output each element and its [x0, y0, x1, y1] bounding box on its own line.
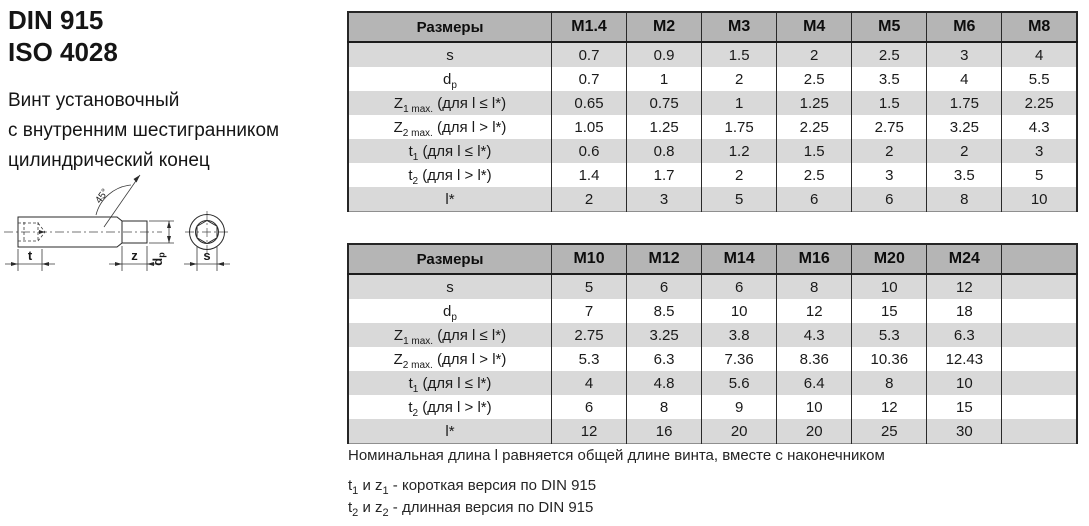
value-cell: 6 [777, 187, 852, 212]
value-cell: 1.25 [627, 115, 702, 139]
column-header-M10: M10 [552, 244, 627, 274]
column-header-M1.4: M1.4 [552, 12, 627, 42]
description-line: цилиндрический конец [8, 150, 210, 171]
value-cell: 1.7 [627, 163, 702, 187]
value-cell: 6.3 [927, 323, 1002, 347]
row-label: $Z_{2 max.}$ (для l > l*) [393, 350, 507, 371]
table-row [348, 91, 1077, 115]
value-cell: 4 [552, 371, 627, 395]
value-cell: 2.5 [852, 42, 927, 67]
t-dimension-label: t [27, 248, 33, 263]
spec-table-m10-m24 [347, 243, 1078, 444]
table-row [348, 42, 1077, 67]
value-cell: 1.75 [702, 115, 777, 139]
value-cell: 3.25 [927, 115, 1002, 139]
value-cell: 2 [927, 139, 1002, 163]
value-cell: 6.3 [627, 347, 702, 371]
iso-standard-title: ISO 4028 [8, 37, 118, 67]
value-cell: 8 [852, 371, 927, 395]
value-cell: 12 [552, 419, 627, 444]
table-row [348, 419, 1077, 444]
value-cell: 8 [777, 274, 852, 299]
value-cell: 1.4 [552, 163, 627, 187]
row-label: l* [445, 422, 455, 440]
value-cell: 10 [777, 395, 852, 419]
value-cell: 3 [1002, 139, 1077, 163]
value-cell: 5 [702, 187, 777, 212]
footnote-long-version: $t_2$ и $z_2$ - длинная версия по DIN 915 [348, 499, 594, 519]
dimension-dp [149, 221, 174, 266]
value-cell: 3 [852, 163, 927, 187]
value-cell: 10 [927, 371, 1002, 395]
table-row [348, 139, 1077, 163]
value-cell: 10 [702, 299, 777, 323]
column-header-M5: M5 [852, 12, 927, 42]
screw-end-view [185, 211, 229, 253]
value-cell: 6 [702, 274, 777, 299]
column-header-M3: M3 [702, 12, 777, 42]
value-cell: 7.36 [702, 347, 777, 371]
value-cell [1002, 323, 1077, 347]
dp-dimension-sub: p [156, 252, 167, 258]
table-row [348, 163, 1077, 187]
value-cell: 3.5 [927, 163, 1002, 187]
value-cell: 6 [552, 395, 627, 419]
value-cell: 3 [627, 187, 702, 212]
footnote-short-version: $t_1$ и $z_1$ - короткая версия по DIN 915 [348, 477, 597, 497]
column-header-empty [1002, 244, 1077, 274]
value-cell: 8 [627, 395, 702, 419]
z-dimension-label: z [131, 248, 138, 263]
value-cell: 8 [927, 187, 1002, 212]
value-cell: 15 [852, 299, 927, 323]
value-cell: 0.7 [552, 42, 627, 67]
row-label: $Z_{1 max.}$ (для l ≤ l*) [393, 94, 507, 115]
table-row [348, 187, 1077, 212]
table-row [348, 67, 1077, 91]
dimension-t [5, 248, 55, 271]
value-cell: 8.36 [777, 347, 852, 371]
column-header-M4: M4 [777, 12, 852, 42]
value-cell: 20 [702, 419, 777, 444]
row-label-header: Размеры [348, 244, 552, 274]
chamfer-angle-label: 45° [93, 187, 112, 206]
value-cell: 1.5 [702, 42, 777, 67]
value-cell: 1.2 [702, 139, 777, 163]
description-line: с внутренним шестигранником [8, 120, 280, 141]
standard-titles [8, 4, 118, 68]
value-cell: 1.05 [552, 115, 627, 139]
value-cell: 2.75 [852, 115, 927, 139]
value-cell: 5.3 [552, 347, 627, 371]
value-cell: 1 [702, 91, 777, 115]
value-cell: 5.5 [1002, 67, 1077, 91]
table-header-row [348, 12, 1077, 42]
value-cell: 2 [702, 163, 777, 187]
value-cell: 1.25 [777, 91, 852, 115]
value-cell [1002, 347, 1077, 371]
value-cell: 12 [777, 299, 852, 323]
value-cell: 6 [852, 187, 927, 212]
value-cell: 10 [1002, 187, 1077, 212]
value-cell: 5 [552, 274, 627, 299]
value-cell: 2 [852, 139, 927, 163]
value-cell: 2 [702, 67, 777, 91]
s-dimension-label: s [203, 248, 211, 263]
row-label: $t_2$ (для l > l*) [408, 166, 492, 187]
row-label: $Z_{2 max.}$ (для l > l*) [393, 118, 507, 139]
value-cell: 4.3 [1002, 115, 1077, 139]
value-cell [1002, 395, 1077, 419]
value-cell: 2.5 [777, 67, 852, 91]
table-row [348, 395, 1077, 419]
value-cell: 2 [552, 187, 627, 212]
value-cell: 6.4 [777, 371, 852, 395]
value-cell: 2.5 [777, 163, 852, 187]
value-cell: 5 [1002, 163, 1077, 187]
table-row [348, 115, 1077, 139]
value-cell: 1.5 [852, 91, 927, 115]
column-header-M8: M8 [1002, 12, 1077, 42]
column-header-M6: M6 [927, 12, 1002, 42]
table-row [348, 274, 1077, 299]
value-cell [1002, 371, 1077, 395]
column-header-M24: M24 [927, 244, 1002, 274]
table-row [348, 323, 1077, 347]
value-cell: 0.9 [627, 42, 702, 67]
value-cell: 20 [777, 419, 852, 444]
value-cell: 0.7 [552, 67, 627, 91]
value-cell: 6 [627, 274, 702, 299]
dimension-s [184, 247, 230, 271]
description-line: Винт установочный [8, 90, 180, 111]
value-cell: 0.8 [627, 139, 702, 163]
value-cell: 4.8 [627, 371, 702, 395]
value-cell: 2 [777, 42, 852, 67]
column-header-M20: M20 [852, 244, 927, 274]
value-cell: 12.43 [927, 347, 1002, 371]
dp-dimension-label: d [150, 257, 165, 266]
value-cell: 3.25 [627, 323, 702, 347]
table-header-row [348, 244, 1077, 274]
value-cell: 0.6 [552, 139, 627, 163]
value-cell: 25 [852, 419, 927, 444]
column-header-M2: M2 [627, 12, 702, 42]
row-label: s [446, 46, 454, 64]
value-cell: 0.75 [627, 91, 702, 115]
din-standard-title: DIN 915 [8, 5, 104, 35]
row-label: l* [445, 190, 455, 208]
value-cell: 4.3 [777, 323, 852, 347]
table-row [348, 371, 1077, 395]
row-label: s [446, 278, 454, 296]
column-header-M14: M14 [702, 244, 777, 274]
value-cell: 15 [927, 395, 1002, 419]
value-cell: 3 [927, 42, 1002, 67]
value-cell [1002, 299, 1077, 323]
value-cell: 10 [852, 274, 927, 299]
value-cell: 1 [627, 67, 702, 91]
value-cell: 30 [927, 419, 1002, 444]
value-cell: 4 [1002, 42, 1077, 67]
value-cell: 0.65 [552, 91, 627, 115]
value-cell: 5.3 [852, 323, 927, 347]
value-cell: 3.8 [702, 323, 777, 347]
row-label: $t_1$ (для l ≤ l*) [408, 374, 492, 395]
value-cell: 12 [927, 274, 1002, 299]
svg-text:dp [150, 252, 167, 266]
value-cell: 16 [627, 419, 702, 444]
value-cell: 3.5 [852, 67, 927, 91]
value-cell: 18 [927, 299, 1002, 323]
table-row [348, 299, 1077, 323]
row-label: $d_p$ [443, 302, 457, 323]
column-header-M12: M12 [627, 244, 702, 274]
table-row [348, 347, 1077, 371]
row-label: $t_2$ (для l > l*) [408, 398, 492, 419]
row-label: $d_p$ [443, 70, 457, 91]
value-cell: 4 [927, 67, 1002, 91]
value-cell [1002, 274, 1077, 299]
value-cell: 8.5 [627, 299, 702, 323]
value-cell: 1.75 [927, 91, 1002, 115]
value-cell: 5.6 [702, 371, 777, 395]
technical-drawing [0, 160, 260, 298]
footnote-nominal-length: Номинальная длина l равняется общей длине винта, вместе с наконечником [348, 447, 885, 464]
value-cell: 1.5 [777, 139, 852, 163]
column-header-M16: M16 [777, 244, 852, 274]
value-cell: 2.75 [552, 323, 627, 347]
value-cell: 2.25 [1002, 91, 1077, 115]
row-label-header: Размеры [348, 12, 552, 42]
value-cell: 12 [852, 395, 927, 419]
value-cell: 2.25 [777, 115, 852, 139]
value-cell: 7 [552, 299, 627, 323]
spec-table-m1_4-m8 [347, 11, 1078, 212]
row-label: $t_1$ (для l ≤ l*) [408, 142, 492, 163]
value-cell: 9 [702, 395, 777, 419]
value-cell [1002, 419, 1077, 444]
screw-side-view [4, 175, 162, 247]
value-cell: 10.36 [852, 347, 927, 371]
row-label: $Z_{1 max.}$ (для l ≤ l*) [393, 326, 507, 347]
